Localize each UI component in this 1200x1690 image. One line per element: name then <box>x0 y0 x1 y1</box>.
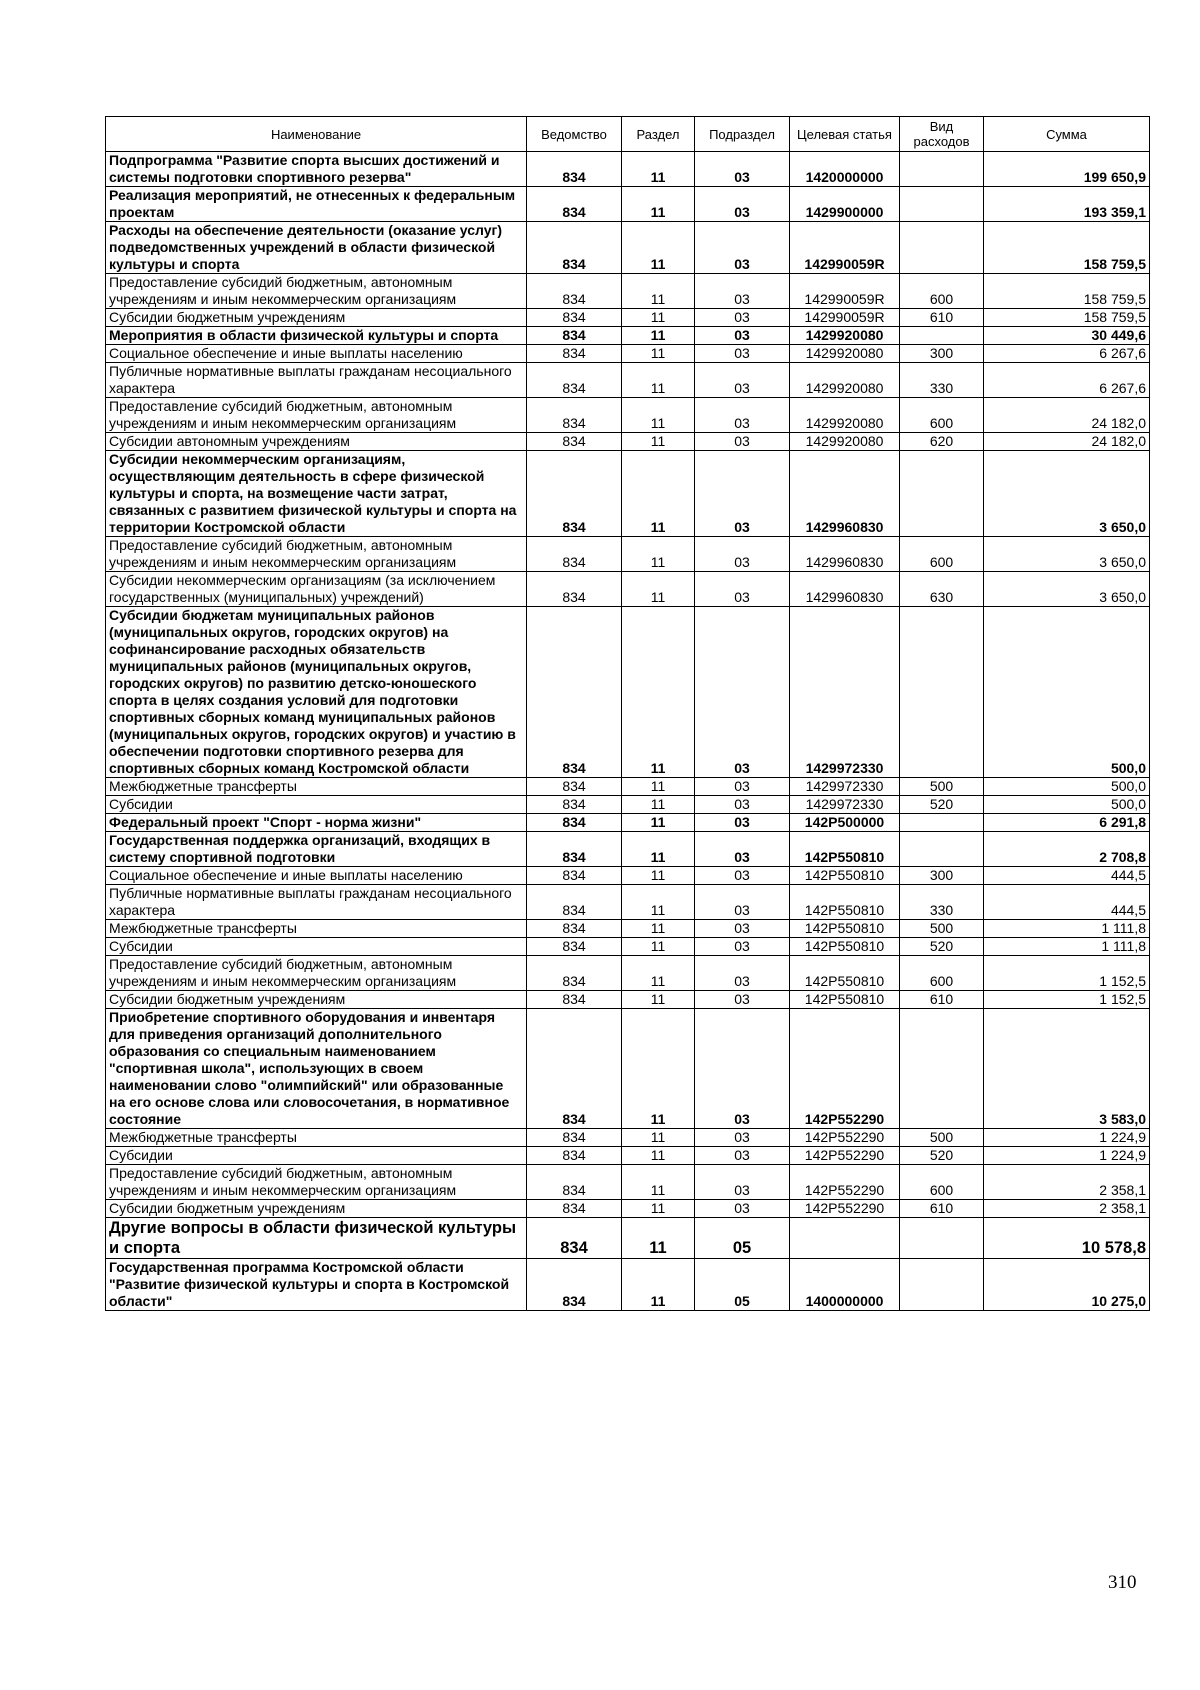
cell-podrazdel: 03 <box>695 1129 790 1147</box>
table-row <box>106 327 1150 345</box>
cell-sum: 3 650,0 <box>984 451 1150 537</box>
header-razdel: Раздел <box>622 117 695 152</box>
table-row <box>106 572 1150 607</box>
cell-name: Другие вопросы в области физической культуры и спорта <box>106 1218 527 1259</box>
cell-target-article: 1429920080 <box>790 327 900 345</box>
cell-vedomstvo: 834 <box>527 152 622 187</box>
cell-podrazdel: 03 <box>695 832 790 867</box>
cell-vedomstvo: 834 <box>527 832 622 867</box>
cell-expense-type <box>900 152 984 187</box>
cell-podrazdel: 03 <box>695 885 790 920</box>
table-row <box>106 938 1150 956</box>
cell-sum: 6 291,8 <box>984 814 1150 832</box>
cell-vedomstvo: 834 <box>527 572 622 607</box>
cell-target-article: 1429960830 <box>790 537 900 572</box>
cell-vedomstvo: 834 <box>527 867 622 885</box>
cell-name: Межбюджетные трансферты <box>106 920 527 938</box>
cell-podrazdel: 03 <box>695 1009 790 1129</box>
table-row <box>106 363 1150 398</box>
cell-sum: 24 182,0 <box>984 433 1150 451</box>
cell-razdel: 11 <box>622 1259 695 1311</box>
cell-name: Субсидии <box>106 1147 527 1165</box>
cell-target-article: 1429920080 <box>790 398 900 433</box>
cell-target-article: 142P550810 <box>790 991 900 1009</box>
table-row <box>106 920 1150 938</box>
cell-razdel: 11 <box>622 956 695 991</box>
table-row <box>106 1147 1150 1165</box>
cell-razdel: 11 <box>622 398 695 433</box>
cell-razdel: 11 <box>622 572 695 607</box>
cell-vedomstvo: 834 <box>527 1165 622 1200</box>
cell-expense-type <box>900 222 984 274</box>
cell-expense-type <box>900 327 984 345</box>
table-row <box>106 778 1150 796</box>
cell-razdel: 11 <box>622 363 695 398</box>
header-expense-type: Вид расходов <box>900 117 984 152</box>
table-row <box>106 451 1150 537</box>
cell-sum: 193 359,1 <box>984 187 1150 222</box>
cell-sum: 3 650,0 <box>984 572 1150 607</box>
cell-sum: 10 275,0 <box>984 1259 1150 1311</box>
cell-podrazdel: 03 <box>695 451 790 537</box>
cell-expense-type: 600 <box>900 398 984 433</box>
cell-name: Государственная программа Костромской области "Развитие физической культуры и спорта в Костромской области" <box>106 1259 527 1311</box>
cell-name: Межбюджетные трансферты <box>106 1129 527 1147</box>
cell-expense-type <box>900 607 984 778</box>
table-row <box>106 187 1150 222</box>
cell-vedomstvo: 834 <box>527 1147 622 1165</box>
cell-sum: 444,5 <box>984 867 1150 885</box>
cell-name: Предоставление субсидий бюджетным, автономным учреждениям и иным некоммерческим организациям <box>106 398 527 433</box>
cell-expense-type: 520 <box>900 796 984 814</box>
cell-razdel: 11 <box>622 1200 695 1218</box>
cell-podrazdel: 03 <box>695 1147 790 1165</box>
cell-vedomstvo: 834 <box>527 607 622 778</box>
table-row <box>106 433 1150 451</box>
cell-target-article: 142P550810 <box>790 956 900 991</box>
cell-vedomstvo: 834 <box>527 345 622 363</box>
cell-podrazdel: 03 <box>695 778 790 796</box>
cell-vedomstvo: 834 <box>527 1218 622 1259</box>
table-row <box>106 991 1150 1009</box>
cell-expense-type <box>900 814 984 832</box>
cell-expense-type: 600 <box>900 956 984 991</box>
cell-expense-type <box>900 832 984 867</box>
table-row <box>106 1129 1150 1147</box>
cell-podrazdel: 03 <box>695 537 790 572</box>
cell-sum: 1 111,8 <box>984 920 1150 938</box>
cell-target-article: 142P550810 <box>790 832 900 867</box>
cell-expense-type <box>900 1218 984 1259</box>
cell-target-article: 142P550810 <box>790 938 900 956</box>
cell-vedomstvo: 834 <box>527 274 622 309</box>
cell-target-article: 1429920080 <box>790 345 900 363</box>
cell-sum: 6 267,6 <box>984 363 1150 398</box>
cell-name: Приобретение спортивного оборудования и инвентаря для приведения организаций дополнительного образования со специальным наименованием "спортивная школа", использующих в своем наименовании слово "олимпийский" или образованные на его основе слова или словосочетания, в нормативное состояние <box>106 1009 527 1129</box>
cell-podrazdel: 03 <box>695 956 790 991</box>
cell-sum: 30 449,6 <box>984 327 1150 345</box>
cell-name: Федеральный проект "Спорт - норма жизни" <box>106 814 527 832</box>
cell-podrazdel: 03 <box>695 1200 790 1218</box>
header-vedomstvo: Ведомство <box>527 117 622 152</box>
cell-name: Субсидии бюджетным учреждениям <box>106 309 527 327</box>
cell-razdel: 11 <box>622 433 695 451</box>
cell-sum: 500,0 <box>984 778 1150 796</box>
cell-name: Предоставление субсидий бюджетным, автономным учреждениям и иным некоммерческим организациям <box>106 537 527 572</box>
cell-target-article: 142P550810 <box>790 920 900 938</box>
cell-target-article: 142P550810 <box>790 867 900 885</box>
cell-expense-type: 600 <box>900 274 984 309</box>
cell-target-article: 1429972330 <box>790 778 900 796</box>
cell-vedomstvo: 834 <box>527 814 622 832</box>
cell-expense-type: 500 <box>900 778 984 796</box>
cell-razdel: 11 <box>622 187 695 222</box>
cell-podrazdel: 03 <box>695 152 790 187</box>
cell-podrazdel: 03 <box>695 398 790 433</box>
cell-vedomstvo: 834 <box>527 187 622 222</box>
cell-expense-type: 520 <box>900 938 984 956</box>
cell-sum: 6 267,6 <box>984 345 1150 363</box>
cell-expense-type: 330 <box>900 363 984 398</box>
cell-podrazdel: 03 <box>695 867 790 885</box>
cell-expense-type <box>900 1259 984 1311</box>
cell-razdel: 11 <box>622 1009 695 1129</box>
cell-expense-type <box>900 451 984 537</box>
cell-razdel: 11 <box>622 152 695 187</box>
cell-target-article: 142P552290 <box>790 1165 900 1200</box>
cell-name: Государственная поддержка организаций, входящих в систему спортивной подготовки <box>106 832 527 867</box>
cell-name: Субсидии бюджетам муниципальных районов (муниципальных округов, городских округов) на софинансирование расходных обязательств муниципальных районов (муниципальных округов, городских округов) по развитию детско-юношеского спорта в целях создания условий для подготовки спортивных сборных команд муниципальных районов (муниципальных округов, городских округов) и участию в обеспечении подготовки спортивного резерва для спортивных сборных команд Костромской области <box>106 607 527 778</box>
cell-vedomstvo: 834 <box>527 938 622 956</box>
table-row <box>106 814 1150 832</box>
table-row <box>106 1165 1150 1200</box>
cell-razdel: 11 <box>622 867 695 885</box>
cell-razdel: 11 <box>622 938 695 956</box>
cell-sum: 158 759,5 <box>984 274 1150 309</box>
cell-target-article: 1420000000 <box>790 152 900 187</box>
cell-target-article: 1429920080 <box>790 363 900 398</box>
cell-podrazdel: 03 <box>695 814 790 832</box>
cell-sum: 158 759,5 <box>984 222 1150 274</box>
table-row <box>106 398 1150 433</box>
cell-vedomstvo: 834 <box>527 991 622 1009</box>
cell-razdel: 11 <box>622 537 695 572</box>
cell-vedomstvo: 834 <box>527 1259 622 1311</box>
cell-razdel: 11 <box>622 920 695 938</box>
table-row <box>106 832 1150 867</box>
table-row <box>106 1200 1150 1218</box>
cell-name: Подпрограмма "Развитие спорта высших достижений и системы подготовки спортивного резерва" <box>106 152 527 187</box>
table-row <box>106 345 1150 363</box>
cell-name: Предоставление субсидий бюджетным, автономным учреждениям и иным некоммерческим организациям <box>106 274 527 309</box>
cell-vedomstvo: 834 <box>527 796 622 814</box>
cell-sum: 2 358,1 <box>984 1200 1150 1218</box>
table-row <box>106 607 1150 778</box>
cell-target-article: 142P552290 <box>790 1147 900 1165</box>
cell-podrazdel: 03 <box>695 433 790 451</box>
cell-name: Субсидии некоммерческим организациям, осуществляющим деятельность в сфере физической культуры и спорта, на возмещение части затрат, связанных с развитием физической культуры и спорта на территории Костромской области <box>106 451 527 537</box>
cell-name: Реализация мероприятий, не отнесенных к федеральным проектам <box>106 187 527 222</box>
cell-vedomstvo: 834 <box>527 1200 622 1218</box>
cell-expense-type: 600 <box>900 537 984 572</box>
cell-name: Субсидии бюджетным учреждениям <box>106 991 527 1009</box>
cell-razdel: 11 <box>622 814 695 832</box>
table-row <box>106 796 1150 814</box>
cell-expense-type: 330 <box>900 885 984 920</box>
cell-podrazdel: 03 <box>695 991 790 1009</box>
cell-razdel: 11 <box>622 991 695 1009</box>
table-row <box>106 274 1150 309</box>
cell-target-article: 1429960830 <box>790 451 900 537</box>
cell-vedomstvo: 834 <box>527 433 622 451</box>
cell-podrazdel: 03 <box>695 274 790 309</box>
cell-vedomstvo: 834 <box>527 920 622 938</box>
cell-podrazdel: 03 <box>695 572 790 607</box>
cell-vedomstvo: 834 <box>527 363 622 398</box>
cell-razdel: 11 <box>622 1165 695 1200</box>
cell-podrazdel: 03 <box>695 345 790 363</box>
table-row <box>106 152 1150 187</box>
cell-expense-type: 630 <box>900 572 984 607</box>
cell-name: Социальное обеспечение и иные выплаты населению <box>106 867 527 885</box>
header-name: Наименование <box>106 117 527 152</box>
cell-sum: 500,0 <box>984 607 1150 778</box>
cell-expense-type: 520 <box>900 1147 984 1165</box>
cell-expense-type: 610 <box>900 991 984 1009</box>
cell-razdel: 11 <box>622 1129 695 1147</box>
cell-razdel: 11 <box>622 1218 695 1259</box>
cell-razdel: 11 <box>622 451 695 537</box>
cell-name: Расходы на обеспечение деятельности (оказание услуг) подведомственных учреждений в области физической культуры и спорта <box>106 222 527 274</box>
cell-sum: 24 182,0 <box>984 398 1150 433</box>
cell-podrazdel: 03 <box>695 363 790 398</box>
table-row <box>106 1218 1150 1259</box>
cell-target-article: 142P500000 <box>790 814 900 832</box>
cell-name: Субсидии <box>106 796 527 814</box>
cell-target-article: 1429960830 <box>790 572 900 607</box>
table-row <box>106 222 1150 274</box>
header-podrazdel: Подраздел <box>695 117 790 152</box>
cell-target-article: 142P550810 <box>790 885 900 920</box>
cell-expense-type: 300 <box>900 867 984 885</box>
table-row <box>106 956 1150 991</box>
cell-target-article: 142P552290 <box>790 1009 900 1129</box>
cell-vedomstvo: 834 <box>527 1129 622 1147</box>
cell-expense-type: 300 <box>900 345 984 363</box>
cell-expense-type: 500 <box>900 920 984 938</box>
cell-name: Предоставление субсидий бюджетным, автономным учреждениям и иным некоммерческим организациям <box>106 956 527 991</box>
cell-expense-type: 610 <box>900 309 984 327</box>
cell-razdel: 11 <box>622 796 695 814</box>
cell-vedomstvo: 834 <box>527 451 622 537</box>
table-body <box>106 152 1150 1311</box>
cell-name: Публичные нормативные выплаты гражданам несоциального характера <box>106 363 527 398</box>
cell-podrazdel: 05 <box>695 1259 790 1311</box>
cell-name: Субсидии бюджетным учреждениям <box>106 1200 527 1218</box>
cell-expense-type <box>900 1009 984 1129</box>
cell-podrazdel: 03 <box>695 309 790 327</box>
table-row <box>106 867 1150 885</box>
cell-target-article: 142990059R <box>790 222 900 274</box>
cell-target-article: 142990059R <box>790 274 900 309</box>
cell-vedomstvo: 834 <box>527 327 622 345</box>
cell-razdel: 11 <box>622 222 695 274</box>
cell-target-article: 1429920080 <box>790 433 900 451</box>
cell-vedomstvo: 834 <box>527 956 622 991</box>
cell-sum: 1 152,5 <box>984 991 1150 1009</box>
cell-sum: 500,0 <box>984 796 1150 814</box>
cell-podrazdel: 03 <box>695 187 790 222</box>
table-row <box>106 885 1150 920</box>
cell-vedomstvo: 834 <box>527 309 622 327</box>
cell-name: Межбюджетные трансферты <box>106 778 527 796</box>
table-row <box>106 1259 1150 1311</box>
cell-target-article: 1429972330 <box>790 796 900 814</box>
cell-podrazdel: 03 <box>695 1165 790 1200</box>
cell-target-article: 1429900000 <box>790 187 900 222</box>
cell-vedomstvo: 834 <box>527 885 622 920</box>
budget-table <box>105 116 1150 1311</box>
cell-name: Субсидии автономным учреждениям <box>106 433 527 451</box>
cell-sum: 1 152,5 <box>984 956 1150 991</box>
cell-target-article: 142P552290 <box>790 1129 900 1147</box>
cell-vedomstvo: 834 <box>527 222 622 274</box>
cell-razdel: 11 <box>622 885 695 920</box>
cell-sum: 3 583,0 <box>984 1009 1150 1129</box>
cell-target-article: 1429972330 <box>790 607 900 778</box>
cell-name: Субсидии <box>106 938 527 956</box>
header-target-article: Целевая статья <box>790 117 900 152</box>
cell-name: Предоставление субсидий бюджетным, автономным учреждениям и иным некоммерческим организациям <box>106 1165 527 1200</box>
cell-vedomstvo: 834 <box>527 537 622 572</box>
cell-vedomstvo: 834 <box>527 1009 622 1129</box>
cell-sum: 10 578,8 <box>984 1218 1150 1259</box>
cell-name: Мероприятия в области физической культуры и спорта <box>106 327 527 345</box>
cell-vedomstvo: 834 <box>527 778 622 796</box>
cell-razdel: 11 <box>622 778 695 796</box>
cell-sum: 444,5 <box>984 885 1150 920</box>
cell-razdel: 11 <box>622 274 695 309</box>
cell-sum: 1 111,8 <box>984 938 1150 956</box>
table-row <box>106 1009 1150 1129</box>
cell-razdel: 11 <box>622 832 695 867</box>
cell-name: Социальное обеспечение и иные выплаты населению <box>106 345 527 363</box>
cell-razdel: 11 <box>622 327 695 345</box>
cell-podrazdel: 03 <box>695 920 790 938</box>
cell-expense-type: 600 <box>900 1165 984 1200</box>
cell-vedomstvo: 834 <box>527 398 622 433</box>
cell-razdel: 11 <box>622 1147 695 1165</box>
cell-razdel: 11 <box>622 607 695 778</box>
cell-name: Публичные нормативные выплаты гражданам несоциального характера <box>106 885 527 920</box>
page-number: 310 <box>1108 1572 1137 1593</box>
cell-podrazdel: 05 <box>695 1218 790 1259</box>
cell-sum: 158 759,5 <box>984 309 1150 327</box>
cell-expense-type: 610 <box>900 1200 984 1218</box>
table-row <box>106 537 1150 572</box>
cell-sum: 2 708,8 <box>984 832 1150 867</box>
cell-podrazdel: 03 <box>695 222 790 274</box>
cell-podrazdel: 03 <box>695 607 790 778</box>
cell-target-article: 142P552290 <box>790 1200 900 1218</box>
cell-podrazdel: 03 <box>695 327 790 345</box>
cell-razdel: 11 <box>622 309 695 327</box>
cell-podrazdel: 03 <box>695 796 790 814</box>
cell-expense-type: 620 <box>900 433 984 451</box>
table-row <box>106 309 1150 327</box>
table-header-row <box>106 117 1150 152</box>
cell-expense-type <box>900 187 984 222</box>
header-sum: Сумма <box>984 117 1150 152</box>
cell-sum: 3 650,0 <box>984 537 1150 572</box>
cell-sum: 199 650,9 <box>984 152 1150 187</box>
cell-podrazdel: 03 <box>695 938 790 956</box>
cell-sum: 1 224,9 <box>984 1147 1150 1165</box>
cell-target-article: 1400000000 <box>790 1259 900 1311</box>
cell-expense-type: 500 <box>900 1129 984 1147</box>
cell-sum: 2 358,1 <box>984 1165 1150 1200</box>
cell-target-article: 142990059R <box>790 309 900 327</box>
cell-sum: 1 224,9 <box>984 1129 1150 1147</box>
cell-target-article <box>790 1218 900 1259</box>
cell-razdel: 11 <box>622 345 695 363</box>
cell-name: Субсидии некоммерческим организациям (за исключением государственных (муниципальных) учреждений) <box>106 572 527 607</box>
